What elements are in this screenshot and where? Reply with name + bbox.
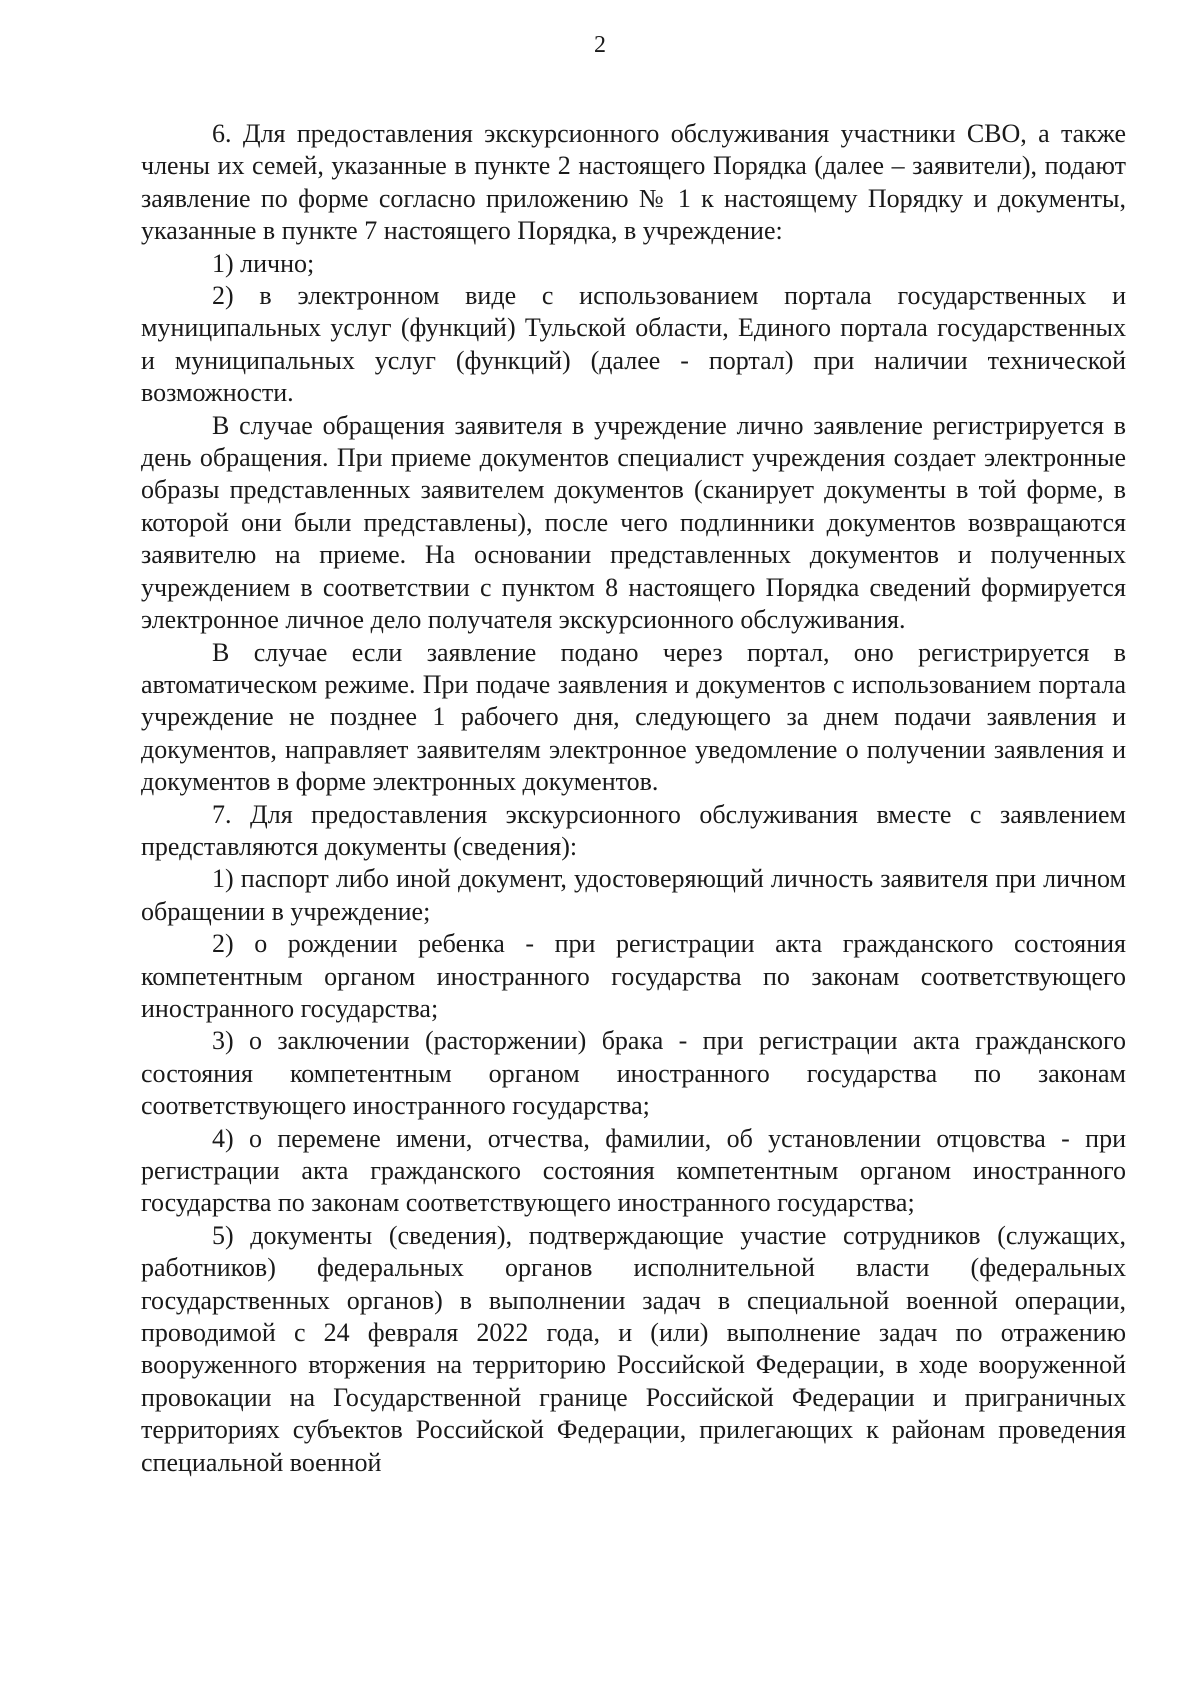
paragraph-item-7: 7. Для предоставления экскурсионного обслуживания вместе с заявлением представляются документы (сведения): — [141, 799, 1126, 861]
page-number: 2 — [594, 32, 606, 58]
list-item-passport: 1) паспорт либо иной документ, удостоверяющий личность заявителя при личном обращении в учреждение; — [141, 864, 1126, 926]
paragraph-portal-registration: В случае если заявление подано через портал, оно регистрируется в автоматическом режиме. При подаче заявления и документов с использованием портала учреждение не позднее 1 рабочего дня, следующего за днем подачи заявления и документов, направляет заявителям электронное уведомление о получении заявления и документов в форме электронных документов. — [141, 637, 1126, 797]
list-item-participation-documents: 5) документы (сведения), подтверждающие участие сотрудников (служащих, работников) федеральных органов исполнительной власти (федеральных государственных органов) в выполнении задач в специальной военной операции, проводимой с 24 февраля 2022 года, и (или) выполнение задач по отражению вооруженного вторжения на территорию Российской Федерации, в ходе вооруженной провокации на Государственной границе Российской Федерации и приграничных территориях субъектов Российской Федерации, прилегающих к районам проведения специальной военной — [141, 1220, 1126, 1477]
document-body — [141, 118, 1126, 1479]
list-item-in-person: 1) лично; — [212, 248, 315, 278]
paragraph-in-person-registration: В случае обращения заявителя в учреждение лично заявление регистрируется в день обращения. При приеме документов специалист учреждения создает электронные образы представленных заявителем документов (сканирует документы в той форме, в которой они были представлены), после чего подлинники документов возвращаются заявителю на приеме. На основании представленных документов и полученных учреждением в соответствии с пунктом 8 настоящего Порядка сведений формируется электронное личное дело получателя экскурсионного обслуживания. — [141, 410, 1126, 635]
paragraph-item-6: 6. Для предоставления экскурсионного обслуживания участники СВО, а также члены их семей, указанные в пункте 2 настоящего Порядка (далее – заявители), подают заявление по форме согласно приложению № 1 к настоящему Порядку и документы, указанные в пункте 7 настоящего Порядка, в учреждение: — [141, 119, 1126, 246]
list-item-name-change: 4) о перемене имени, отчества, фамилии, об установлении отцовства - при регистрации акта гражданского состояния компетентным органом иностранного государства по законам соответствующего иностранного государства; — [141, 1123, 1126, 1218]
list-item-birth: 2) о рождении ребенка - при регистрации акта гражданского состояния компетентным органом иностранного государства по законам соответствующего иностранного государства; — [141, 929, 1126, 1023]
list-item-electronic: 2) в электронном виде с использованием портала государственных и муниципальных услуг (функций) Тульской области, Единого портала государственных и муниципальных услуг (функций) (далее - портал) при наличии технической возможности. — [141, 281, 1126, 408]
list-item-marriage: 3) о заключении (расторжении) брака - при регистрации акта гражданского состояния компетентным органом иностранного государства по законам соответствующего иностранного государства; — [141, 1026, 1126, 1121]
